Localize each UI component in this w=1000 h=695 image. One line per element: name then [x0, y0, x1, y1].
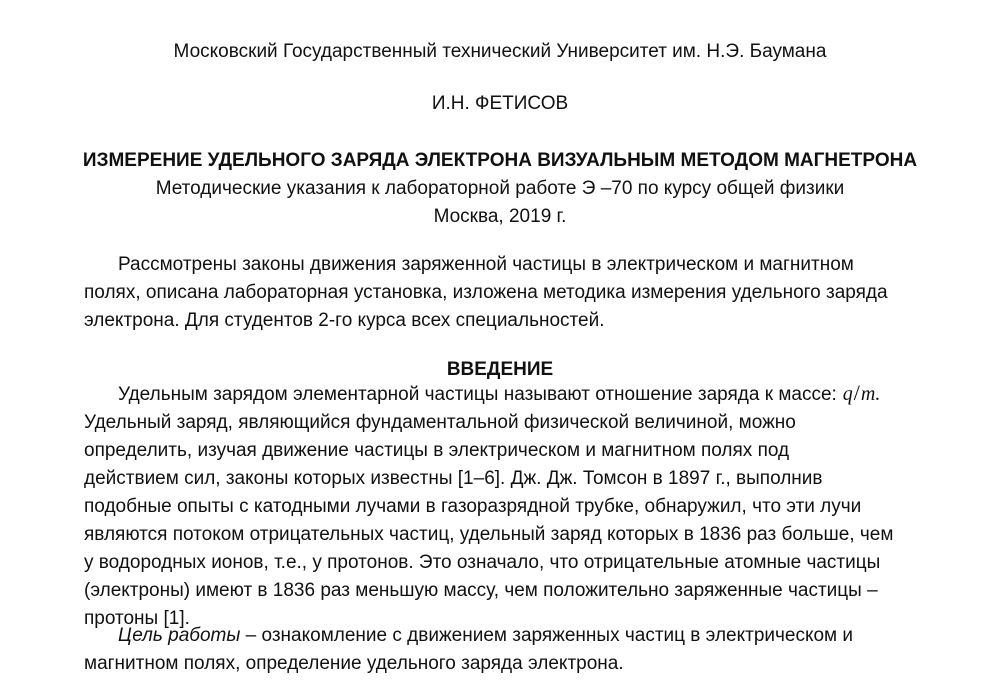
city-year: Москва, 2019 г.: [433, 206, 567, 227]
intro-line: действием сил, законы которых известны [1–6]. Дж. Дж. Томсон в 1897 г., выполнив: [84, 468, 823, 489]
formula-numerator: q: [842, 383, 853, 405]
formula-end: .: [875, 383, 881, 405]
goal-paragraph: [84, 622, 954, 678]
intro-line: (электроны) имеют в 1836 раз меньшую массу, чем положительно заряженные частицы –: [84, 580, 878, 601]
section-heading-introduction: ВВЕДЕНИЕ: [446, 359, 554, 380]
goal-text-first: – ознакомление с движением заряженных частиц в электрическом и: [240, 625, 854, 646]
intro-first-line-text: Удельным зарядом элементарной частицы называют отношение заряда к массе:: [118, 384, 837, 405]
abstract-line: электрона. Для студентов 2-го курса всех специальностей.: [84, 310, 605, 331]
intro-line: Удельный заряд, являющийся фундаментальной физической величиной, можно: [84, 412, 796, 433]
author-name: И.Н. ФЕТИСОВ: [431, 93, 569, 114]
document-title: ИЗМЕРЕНИЕ УДЕЛЬНОГО ЗАРЯДА ЭЛЕКТРОНА ВИЗУАЛЬНЫМ МЕТОДОМ МАГНЕТРОНА: [82, 150, 918, 171]
title-block: [0, 147, 1000, 231]
formula-slash: /: [853, 380, 860, 405]
intro-line: являются потоком отрицательных частиц, удельный заряд которых в 1836 раз больше, чем: [84, 524, 894, 545]
abstract-paragraph: [84, 251, 944, 335]
goal-label: Цель работы: [118, 625, 241, 646]
document-subtitle: Методические указания к лабораторной работе Э –70 по курсу общей физики: [155, 178, 845, 199]
intro-line: протоны [1].: [84, 608, 190, 629]
goal-text-second: магнитном полях, определение удельного заряда электрона.: [84, 653, 624, 674]
abstract-line: Рассмотрены законы движения заряженной частицы в электрическом и магнитном: [118, 254, 854, 275]
abstract-line: полях, описана лабораторная установка, изложена методика измерения удельного заряда: [84, 282, 888, 303]
intro-line: определить, изучая движение частицы в электрическом и магнитном полях под: [84, 440, 790, 461]
formula-denominator: m: [860, 383, 876, 405]
intro-line: у водородных ионов, т.е., у протонов. Это означало, что отрицательные атомные частицы: [84, 552, 881, 573]
intro-line: подобные опыты с катодными лучами в газоразрядной трубке, обнаружил, что эти лучи: [84, 496, 862, 517]
intro-first-line: [84, 379, 954, 409]
specific-charge-formula: [837, 380, 881, 405]
goal-first-line: [84, 622, 954, 650]
introduction-paragraph: [84, 379, 954, 633]
university-name: Московский Государственный технический Университет им. Н.Э. Баумана: [173, 41, 827, 62]
